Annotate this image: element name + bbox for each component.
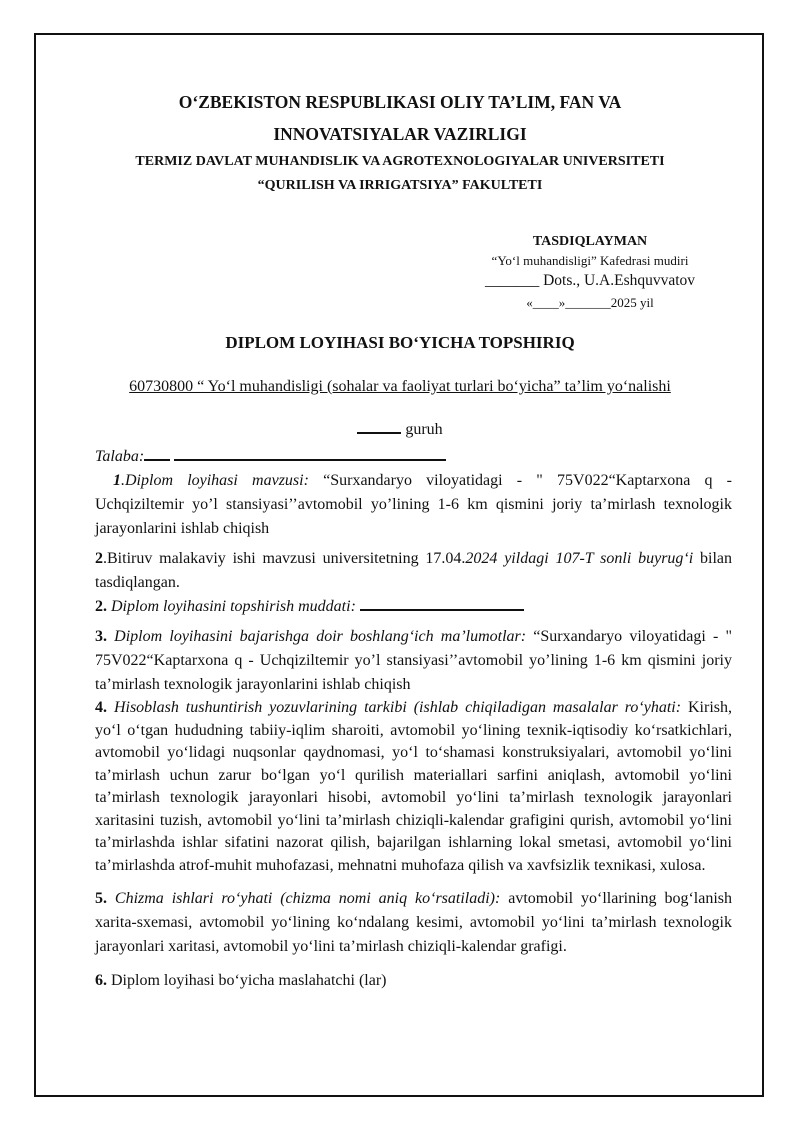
- item-5: [95, 697, 732, 877]
- item-4-text: “Surxandaryo viloyatidagi - " 75V022“Kaptarxona q - Uchqiziltemir yo’l stansiyasi’’avtomobil yo’lining 1-6 km qismini joriy ta’mirlash texnologik jarayonlarini ishlab chiqish: [95, 628, 732, 693]
- item-7: [95, 969, 732, 993]
- item-1: [95, 469, 732, 541]
- item-4: [95, 625, 732, 697]
- item-2-number: 2: [95, 550, 103, 567]
- item-6-number: 5.: [95, 890, 107, 907]
- item-1-label: .Diplom loyihasi mavzusi:: [121, 472, 309, 489]
- specialty-line: [100, 377, 700, 396]
- item-2-text-a: .Bitiruv malakaviy ishi mavzusi universitetning 17.04.: [103, 550, 466, 567]
- deadline-blank: [360, 609, 524, 611]
- assignment-body: [95, 445, 732, 993]
- specialty-text: 60730800 “ Yo‘l muhandisligi (sohalar va faoliyat turlari bo‘yicha” ta’lim yo‘nalishi: [129, 378, 671, 395]
- item-2: [95, 547, 732, 595]
- item-2-text-b: 2024 yildagi 107-T sonli buyrug‘i: [465, 550, 694, 567]
- approval-date: «____»_______2025 yil: [526, 295, 654, 310]
- group-blank: [357, 432, 401, 434]
- item-6-label: Chizma ishlari ro‘yhati (chizma nomi aniq ko‘rsatiladi):: [107, 890, 501, 907]
- item-5-text: Kirish, yo‘l o‘tgan hududning tabiiy-iqlim sharoiti, avtomobil yo‘lining texnik-iqtisodiy ko‘rsatkichlari, avtomobil yo‘lidagi nuqsonlar qaydnomasi, yo‘l to‘shamasi konstruksiyalari, avtomobil yo‘lini ta’mirlash uchun zarur bo‘lgan yo‘l qurilish materiallari sarfini aniqlash, avtomobil yo‘lini ta’mirlash texnologik jarayonlari hisobi, avtomobil yo‘lini ta’mirlash texnologik jarayonlari xaritasini tuzish, avtomobil yo‘lini ta’mirlash chiziqli-kalendar grafigini qurish, avtomobil yo‘lini ta’mirlashda ishlar sifatini nazorat qilish, bajarilgan ishlarning lokal smetasi, avtomobil yo‘lini ta’mirlashda atrof-muhit muhofazasi, mehnatni muhofaza qilish va xavfsizlik texnikasi, xulosa.: [95, 699, 733, 874]
- document-title: DIPLOM LOYIHASI BO‘YICHA TOPSHIRIQ: [225, 333, 575, 352]
- approval-block: [460, 232, 720, 314]
- item-2-text-c: bilan tasdiqlangan.: [95, 550, 732, 591]
- group-label: guruh: [405, 421, 443, 438]
- item-6: [95, 887, 732, 959]
- item-6-text: avtomobil yo‘llarining bog‘lanish xarita-sxemasi, avtomobil yo‘lining ko‘ndalang kesimi, avtomobil yo‘lini ta’mirlash texnologik jarayonlari xaritasi, avtomobil yo‘lini ta’mirlash chiziqli-kalendar grafigi.: [95, 890, 733, 955]
- university-heading: [60, 150, 740, 198]
- item-7-text: Diplom loyihasi bo‘yicha maslahatchi (lar): [107, 972, 387, 989]
- item-5-label: Hisoblash tushuntirish yozuvlarining tarkibi (ishlab chiqiladigan masalalar ro‘yhati:: [107, 699, 682, 716]
- student-blank-short: [144, 459, 170, 461]
- university-name: TERMIZ DAVLAT MUHANDISLIK VA AGROTEXNOLOGIYALAR UNIVERSITETI: [135, 154, 665, 169]
- student-label: Talaba:: [95, 448, 145, 465]
- item-1-number: 1: [113, 472, 121, 489]
- approval-title: TASDIQLAYMAN: [532, 234, 648, 249]
- item-7-number: 6.: [95, 972, 107, 989]
- ministry-heading: [60, 86, 740, 150]
- approval-position: “Yo‘l muhandisligi” Kafedrasi mudiri: [491, 253, 689, 268]
- student-line: [95, 445, 732, 469]
- ministry-line-2: INNOVATSIYALAR VAZIRLIGI: [273, 124, 527, 144]
- ministry-line-1: O‘ZBEKISTON RESPUBLIKASI OLIY TA’LIM, FAN VA: [178, 92, 622, 112]
- item-4-label: Diplom loyihasini bajarishga doir boshlang‘ich ma’lumotlar:: [107, 628, 527, 645]
- item-3: [95, 595, 732, 619]
- item-3-label: Diplom loyihasini topshirish muddati:: [107, 598, 356, 615]
- item-1-text: “Surxandaryo viloyatidagi - " 75V022“Kaptarxona q - Uchqiziltemir yo’l stansiyasi’’avtomobil yo’lining 1-6 km qismini joriy ta’mirlash texnologik jarayonlarini ishlab chiqish: [95, 472, 732, 537]
- approval-signer: _______ Dots., U.A.Eshquvvatov: [484, 272, 696, 289]
- item-3-number: 2.: [95, 598, 107, 615]
- group-line: [100, 421, 700, 439]
- item-4-number: 3.: [95, 628, 107, 645]
- student-blank: [174, 459, 446, 461]
- item-5-number: 4.: [95, 699, 107, 716]
- faculty-name: “QURILISH VA IRRIGATSIYA” FAKULTETI: [257, 178, 543, 193]
